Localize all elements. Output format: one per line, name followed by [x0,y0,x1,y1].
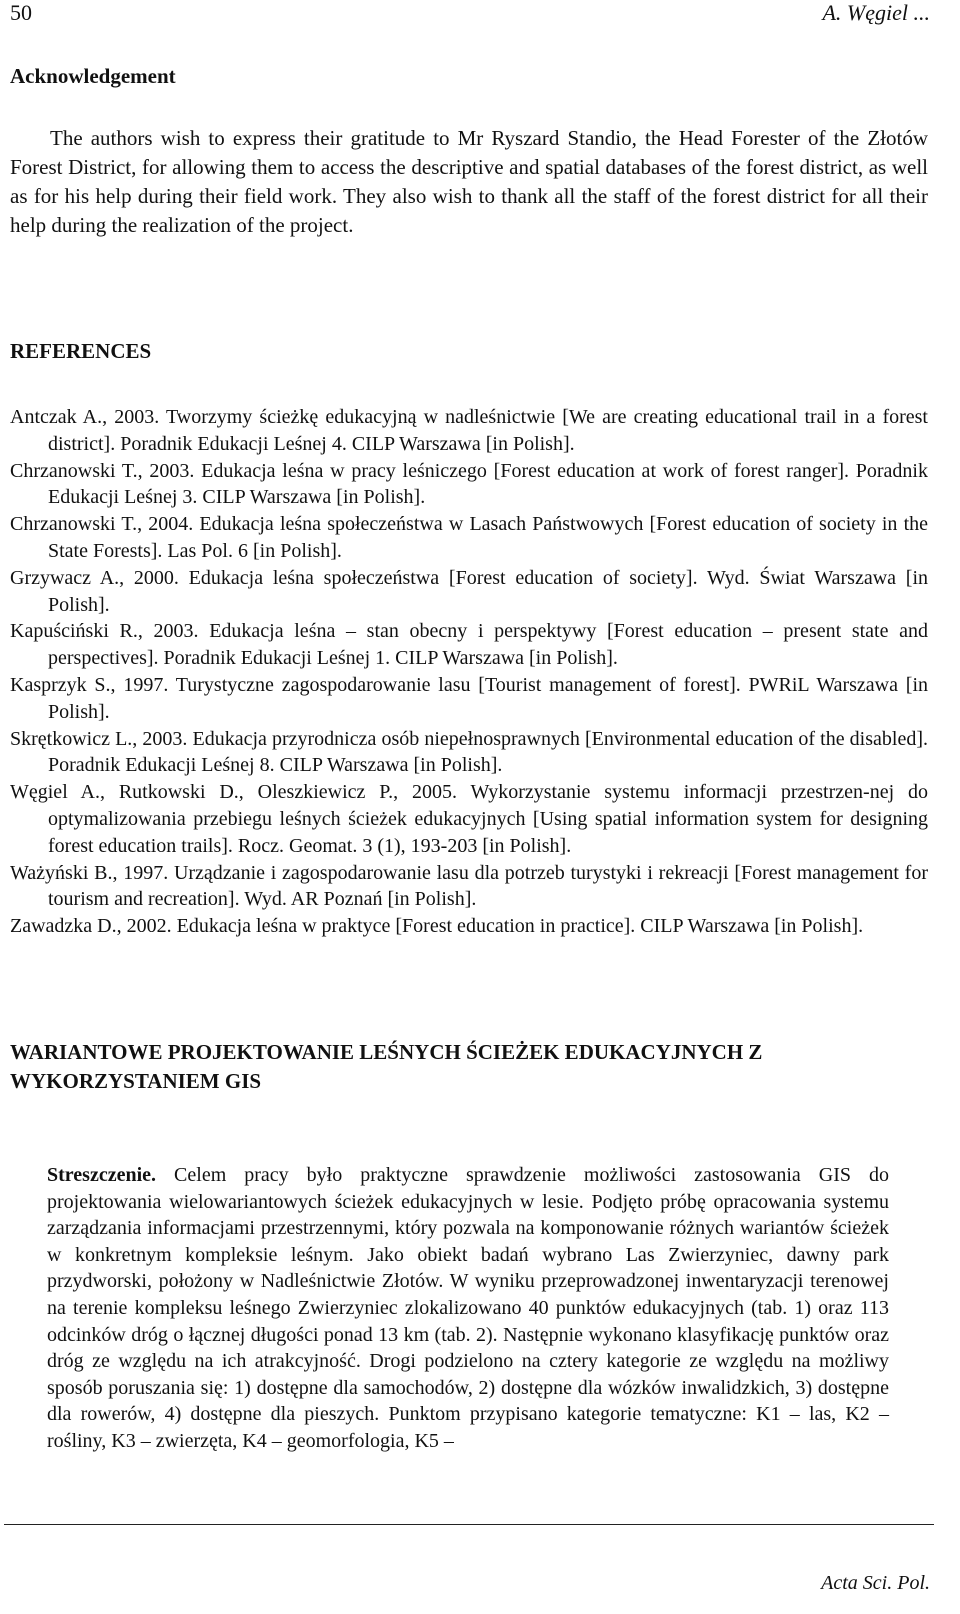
reference-item: Kasprzyk S., 1997. Turystyczne zagospodarowanie lasu [Tourist management of forest]. PWRiL Warszawa [in Polish]. [10,673,928,723]
reference-item: Skrętkowicz L., 2003. Edukacja przyrodnicza osób niepełnosprawnych [Environmental education of the disabled]. Poradnik Edukacji Leśnej 8. CILP Warszawa [in Polish]. [10,727,928,777]
acknowledgement-paragraph [10,124,928,240]
footer-divider [4,1524,934,1525]
page-header [10,0,930,30]
reference-list [10,404,928,940]
page-number: 50 [10,0,32,25]
reference-item: Zawadzka D., 2002. Edukacja leśna w praktyce [Forest education in practice]. CILP Warszawa [in Polish]. [10,915,864,938]
acknowledgement-title: Acknowledgement [10,64,176,88]
polish-article-title: WARIANTOWE PROJEKTOWANIE LEŚNYCH ŚCIEŻEK EDUKACYJNYCH Z WYKORZYSTANIEM GIS [10,1040,763,1093]
acknowledgement-text: The authors wish to express their gratitude to Mr Ryszard Standio, the Head Forester of the Złotów Forest District, for allowing them to access the descriptive and spatial databases of the forest district, as well as for his help during their field work. They also wish to thank all the staff of the forest district for all their help during the realization of the project. [10,126,928,237]
journal-name: Acta Sci. Pol. [821,1572,930,1594]
reference-item: Ważyński B., 1997. Urządzanie i zagospodarowanie lasu dla potrzeb turystyki i rekreacji [Forest management for tourism and recreation]. Wyd. AR Poznań [in Polish]. [10,861,928,911]
reference-item: Chrzanowski T., 2003. Edukacja leśna w pracy leśniczego [Forest education at work of forest ranger]. Poradnik Edukacji Leśnej 3. CILP Warszawa [in Polish]. [10,459,928,509]
reference-item: Kapuściński R., 2003. Edukacja leśna – stan obecny i perspektywy [Forest education – present state and perspectives]. Poradnik Edukacji Leśnej 1. CILP Warszawa [in Polish]. [10,620,928,670]
running-head: A. Węgiel ... [822,0,930,25]
reference-item: Antczak A., 2003. Tworzymy ścieżkę edukacyjną w nadleśnictwie [We are creating educational trail in a forest district]. Poradnik Edukacji Leśnej 4. CILP Warszawa [in Polish]. [10,406,928,455]
reference-item: Grzywacz A., 2000. Edukacja leśna społeczeństwa [Forest education of society]. Wyd. Świat Warszawa [in Polish]. [10,566,928,616]
reference-item: Węgiel A., Rutkowski D., Oleszkiewicz P., 2005. Wykorzystanie systemu informacji przestrzen-nej do optymalizowania przebiegu leśnych ścieżek edukacyjnych [Using spatial information system for designing forest education trails]. Rocz. Geomat. 3 (1), 193-203 [in Polish]. [10,781,928,857]
abstract-paragraph [47,1162,889,1455]
reference-item: Chrzanowski T., 2004. Edukacja leśna społeczeństwa w Lasach Państwowych [Forest education of society in the State Forests]. Las Pol. 6 [in Polish]. [10,513,928,562]
references-title: REFERENCES [10,339,152,363]
abstract-lead: Streszczenie. [47,1164,157,1186]
abstract-text: Celem pracy było praktyczne sprawdzenie możliwości zastosowania GIS do projektowania wielowariantowych ścieżek edukacyjnych w lesie. Podjęto próbę opracowania systemu zarządzania informacjami przestrzennymi, który pozwala na komponowanie różnych wariantów ścieżek w konkretnym kompleksie leśnym. Jako obiekt badań wybrano Las Zwierzyniec, dawny park przydworski, położony w Nadleśnictwie Złotów. W wyniku przeprowadzonej inwentaryzacji terenowej na terenie kompleksu leśnego Zwierzyniec zlokalizowano 40 punktów edukacyjnych (tab. 1) oraz 113 odcinków dróg o łącznej długości ponad 13 km (tab. 2). Następnie wykonano klasyfikację punktów oraz dróg ze względu na ich atrakcyjność. Drogi podzielono na cztery kategorie ze względu na możliwy sposób poruszania się: 1) dostępne dla samochodów, 2) dostępne dla wózków inwalidzkich, 3) dostępne dla rowerów, 4) dostępne dla pieszych. Punktom przypisano kategorie tematyczne: K1 – las, K2 – rośliny, K3 – zwierzęta, K4 – geomorfologia, K5 – [47,1164,890,1452]
